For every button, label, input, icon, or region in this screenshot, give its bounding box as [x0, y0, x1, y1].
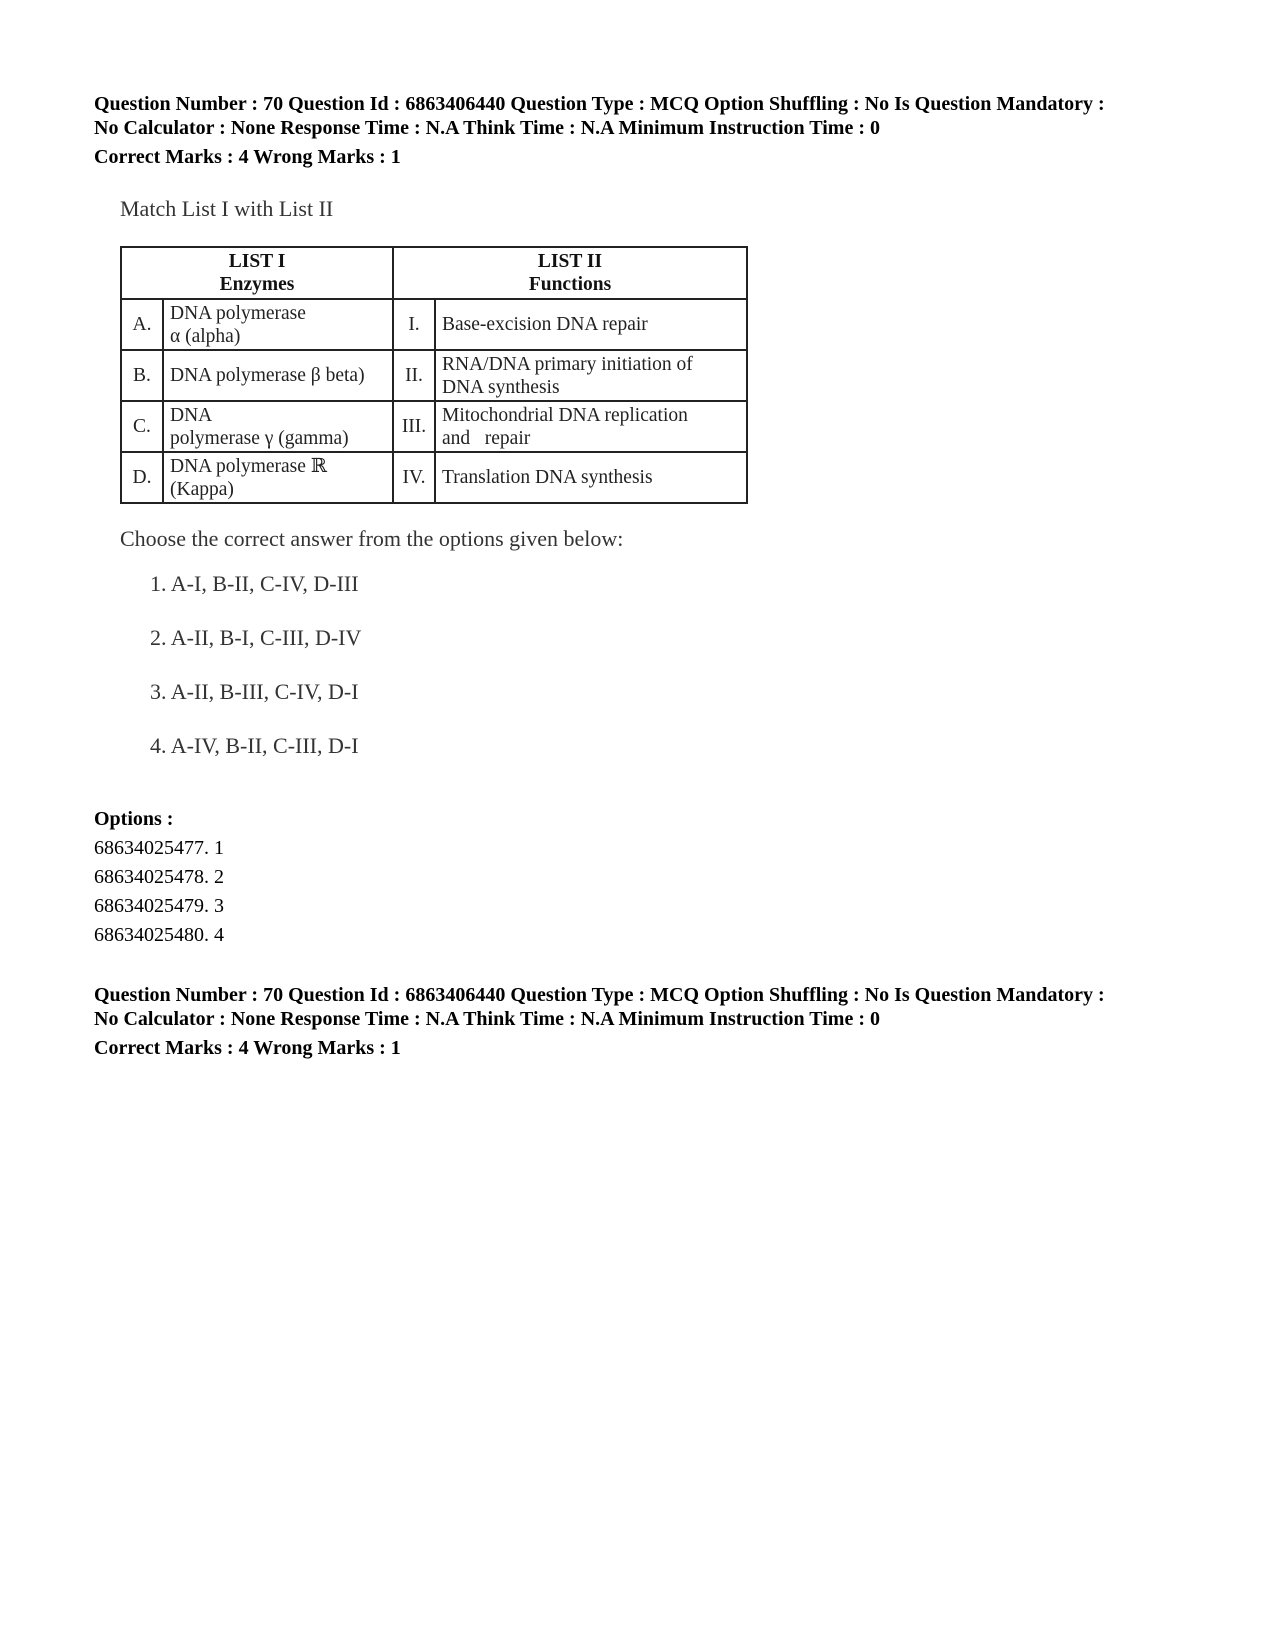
- choose-instruction: Choose the correct answer from the options given below:: [120, 526, 624, 551]
- table-row: [121, 452, 747, 503]
- question-body: [120, 196, 760, 788]
- enzyme-cell: [163, 350, 393, 401]
- list1-header: [121, 247, 393, 299]
- row-letter: C.: [121, 401, 163, 452]
- enzyme-cell: [163, 299, 393, 350]
- option-item[interactable]: 68634025480. 4: [94, 924, 224, 946]
- function-cell: [435, 350, 747, 401]
- question-marks: Correct Marks : 4 Wrong Marks : 1: [94, 1037, 401, 1059]
- row-letter: B.: [121, 350, 163, 401]
- answer-choice: 3. A-II, B-III, C-IV, D-I: [150, 679, 359, 704]
- row-letter: A.: [121, 299, 163, 350]
- list1-subtitle: Enzymes: [219, 274, 295, 295]
- table-row: [121, 401, 747, 452]
- list2-title: LIST II: [537, 251, 603, 272]
- row-roman: IV.: [393, 452, 435, 503]
- row-roman: II.: [393, 350, 435, 401]
- match-table-header: [121, 247, 747, 299]
- function-cell: [435, 299, 747, 350]
- enzyme-line: (Kappa): [170, 478, 234, 500]
- enzyme-line: α (alpha): [170, 325, 241, 347]
- list2-header: [393, 247, 747, 299]
- match-table: [120, 246, 748, 504]
- question-meta-line2: No Calculator : None Response Time : N.A Think Time : N.A Minimum Instruction Time : 0: [94, 1008, 880, 1030]
- enzyme-line: DNA polymerase β beta): [170, 365, 365, 386]
- function-cell: [435, 452, 747, 503]
- list1-title: LIST I: [228, 251, 286, 272]
- question-meta-line1: Question Number : 70 Question Id : 6863406440 Question Type : MCQ Option Shuffling : No Is Question Mandatory :: [94, 93, 1105, 115]
- question-header: [94, 92, 1214, 169]
- question-meta-line2: No Calculator : None Response Time : N.A Think Time : N.A Minimum Instruction Time : 0: [94, 117, 880, 139]
- answer-choice: 4. A-IV, B-II, C-III, D-I: [150, 733, 359, 758]
- enzyme-line: polymerase γ (gamma): [170, 427, 349, 449]
- enzyme-line: DNA polymerase: [170, 302, 306, 324]
- table-row: [121, 350, 747, 401]
- function-line: Base-excision DNA repair: [442, 314, 648, 335]
- answer-choice: 2. A-II, B-I, C-III, D-IV: [150, 625, 362, 650]
- question-prompt: Match List I with List II: [120, 196, 334, 221]
- question-meta-line1: Question Number : 70 Question Id : 6863406440 Question Type : MCQ Option Shuffling : No Is Question Mandatory :: [94, 984, 1105, 1006]
- question-marks: Correct Marks : 4 Wrong Marks : 1: [94, 146, 401, 168]
- function-cell: [435, 401, 747, 452]
- list2-subtitle: Functions: [528, 274, 612, 295]
- row-roman: III.: [393, 401, 435, 452]
- function-line: RNA/DNA primary initiation of: [442, 353, 693, 375]
- function-line: Mitochondrial DNA replication: [442, 404, 688, 426]
- enzyme-cell: [163, 401, 393, 452]
- answer-choice: 1. A-I, B-II, C-IV, D-III: [150, 571, 359, 596]
- enzyme-line: DNA: [170, 404, 213, 426]
- option-item[interactable]: 68634025479. 3: [94, 895, 224, 917]
- row-roman: I.: [393, 299, 435, 350]
- question-header: [94, 983, 1214, 1060]
- options-heading: Options :: [94, 808, 174, 830]
- function-line: and repair: [442, 427, 531, 449]
- options-list: [94, 805, 224, 950]
- enzyme-cell: [163, 452, 393, 503]
- row-letter: D.: [121, 452, 163, 503]
- function-line: DNA synthesis: [442, 376, 560, 398]
- option-item[interactable]: 68634025478. 2: [94, 866, 224, 888]
- function-line: Translation DNA synthesis: [442, 467, 653, 488]
- enzyme-line: DNA polymerase ℝ: [170, 455, 328, 477]
- table-row: [121, 299, 747, 350]
- option-item[interactable]: 68634025477. 1: [94, 837, 224, 859]
